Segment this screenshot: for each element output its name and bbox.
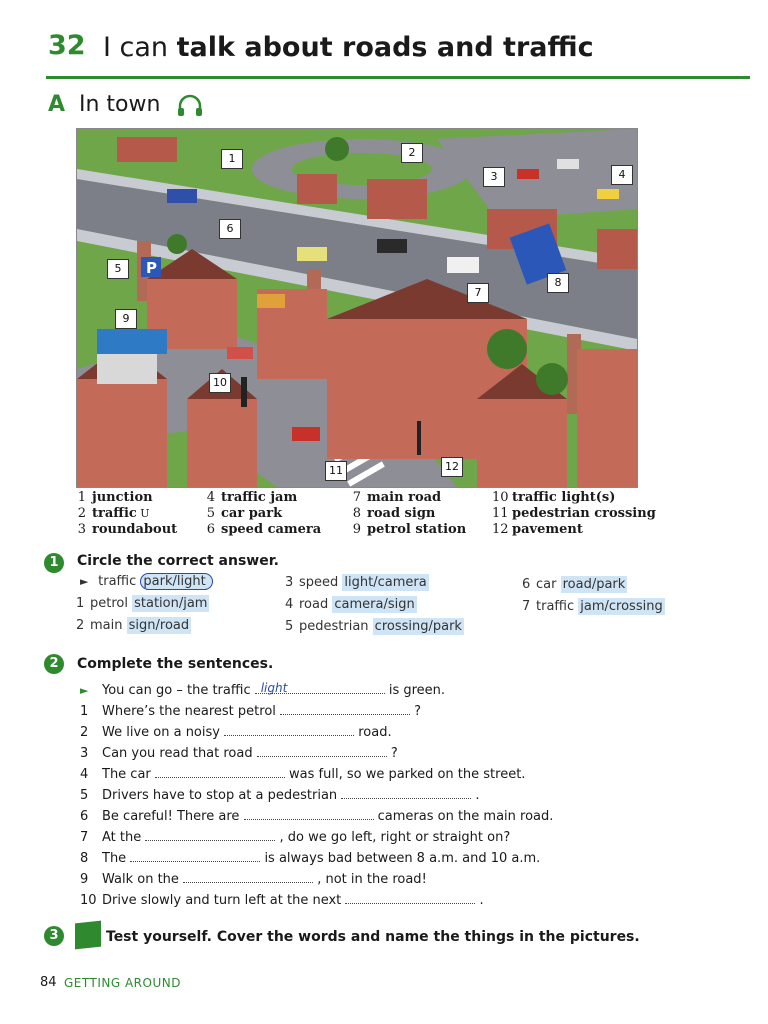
exercise-1-item: 6 car road/park: [522, 577, 626, 592]
exercise-2-item: 8 The is always bad between 8 a.m. and 10 a.m.: [80, 851, 541, 866]
example-arrow-icon: ►: [80, 684, 89, 697]
illus-label-8: 8: [547, 273, 569, 293]
title-rule: [46, 76, 750, 79]
exercise-1-number: 1: [44, 553, 64, 573]
answer-choice[interactable]: sign/road: [128, 618, 190, 633]
section-title: In town: [79, 92, 161, 117]
illus-label-5: 5: [107, 259, 129, 279]
answer-choice[interactable]: station/jam: [134, 596, 208, 611]
exercise-3-number: 3: [44, 926, 64, 946]
vocab-item: 6 speed camera: [206, 522, 322, 537]
answer-blank[interactable]: [130, 851, 260, 862]
exercise-1-title: Circle the correct answer.: [77, 553, 279, 569]
answer-choice[interactable]: jam/crossing: [580, 599, 663, 614]
vocab-item: 8 road sign: [352, 506, 436, 521]
illus-label-6: 6: [219, 219, 241, 239]
vocab-item: 5 car park: [206, 506, 283, 521]
answer-choice[interactable]: light/camera: [344, 575, 427, 590]
unit-title-bold: talk about roads and traffic: [176, 32, 594, 63]
exercise-2-title: Complete the sentences.: [77, 656, 274, 672]
answer-choice[interactable]: camera/sign: [334, 597, 415, 612]
exercise-2-example: ► You can go – the traffic light is green.: [80, 681, 446, 698]
unit-title-plain: I can: [103, 32, 177, 63]
footer-section-label: GETTING AROUND: [64, 976, 181, 990]
illus-label-2: 2: [401, 143, 423, 163]
vocab-item: 12 pavement: [492, 522, 583, 537]
illus-label-3: 3: [483, 167, 505, 187]
vocab-item: 10 traffic light(s): [492, 490, 616, 505]
cover-tab-icon: [75, 921, 101, 950]
answer-blank[interactable]: [244, 809, 374, 820]
vocab-item: 4 traffic jam: [206, 490, 298, 505]
exercise-1-item: 2 main sign/road: [76, 618, 190, 633]
example-arrow-icon: ►: [80, 575, 89, 588]
answer-blank[interactable]: [341, 788, 471, 799]
vocab-item: 7 main road: [352, 490, 442, 505]
exercise-2-item: 9 Walk on the , not in the road!: [80, 872, 427, 887]
vocab-item: 3 roundabout: [77, 522, 178, 537]
answer-blank[interactable]: [280, 704, 410, 715]
illus-label-12: 12: [441, 457, 463, 477]
illus-label-10: 10: [209, 373, 231, 393]
illus-label-7: 7: [467, 283, 489, 303]
vocab-column-4: [492, 490, 656, 538]
exercise-2-item: 4 The car was full, so we parked on the street.: [80, 767, 526, 782]
street-scene-drawing: [77, 129, 637, 487]
answer-blank[interactable]: [224, 725, 354, 736]
exercise-2-item: 5 Drivers have to stop at a pedestrian .: [80, 788, 480, 803]
exercise-2-item: 6 Be careful! There are cameras on the main road.: [80, 809, 554, 824]
example-answer-line: [255, 683, 385, 694]
parking-sign-text: P: [146, 259, 157, 277]
answer-choice[interactable]: road/park: [562, 577, 626, 592]
exercise-2-item: 7 At the , do we go left, right or straight on?: [80, 830, 511, 845]
exercise-1-item: 5 pedestrian crossing/park: [285, 619, 462, 634]
exercise-3-title: Test yourself. Cover the words and name the things in the pictures.: [106, 929, 640, 945]
answer-choice[interactable]: crossing/park: [374, 619, 462, 634]
illus-label-1: 1: [221, 149, 243, 169]
unit-number: 32: [48, 30, 86, 61]
exercise-2-item: 3 Can you read that road ?: [80, 746, 398, 761]
exercise-1-example: ► traffic park/light: [80, 574, 213, 589]
illus-label-11: 11: [325, 461, 347, 481]
illus-label-9: 9: [115, 309, 137, 329]
exercise-1-item: 1 petrol station/jam: [76, 596, 208, 611]
headphones-icon[interactable]: [176, 94, 204, 118]
vocab-column-2: [201, 490, 321, 538]
street-scene-illustration: [76, 128, 638, 488]
example-circled-answer: park/light: [140, 573, 212, 590]
page-number: 84: [40, 975, 57, 990]
answer-blank[interactable]: [145, 830, 275, 841]
vocab-item: 1 junction: [77, 490, 153, 505]
answer-blank[interactable]: [183, 872, 313, 883]
exercise-2-number: 2: [44, 654, 64, 674]
vocab-column-1: [72, 490, 177, 538]
exercise-1-item: 7 traffic jam/crossing: [522, 599, 663, 614]
exercise-2-item: 1 Where’s the nearest petrol ?: [80, 704, 422, 719]
answer-blank[interactable]: [345, 893, 475, 904]
answer-blank[interactable]: [257, 746, 387, 757]
illus-label-4: 4: [611, 165, 633, 185]
vocab-item: 2 traffic U: [77, 506, 150, 521]
section-letter: A: [48, 92, 66, 117]
exercise-1-item: 4 road camera/sign: [285, 597, 415, 612]
vocab-item: 9 petrol station: [352, 522, 467, 537]
exercise-1-item: 3 speed light/camera: [285, 575, 427, 590]
answer-blank[interactable]: [155, 767, 285, 778]
exercise-2-item: 2 We live on a noisy road.: [80, 725, 392, 740]
vocab-item: 11 pedestrian crossing: [492, 506, 656, 521]
unit-title: [103, 32, 594, 63]
exercise-2-item: 10 Drive slowly and turn left at the next .: [80, 893, 484, 908]
vocab-column-3: [347, 490, 466, 538]
example-handwritten-answer: light: [260, 681, 288, 695]
